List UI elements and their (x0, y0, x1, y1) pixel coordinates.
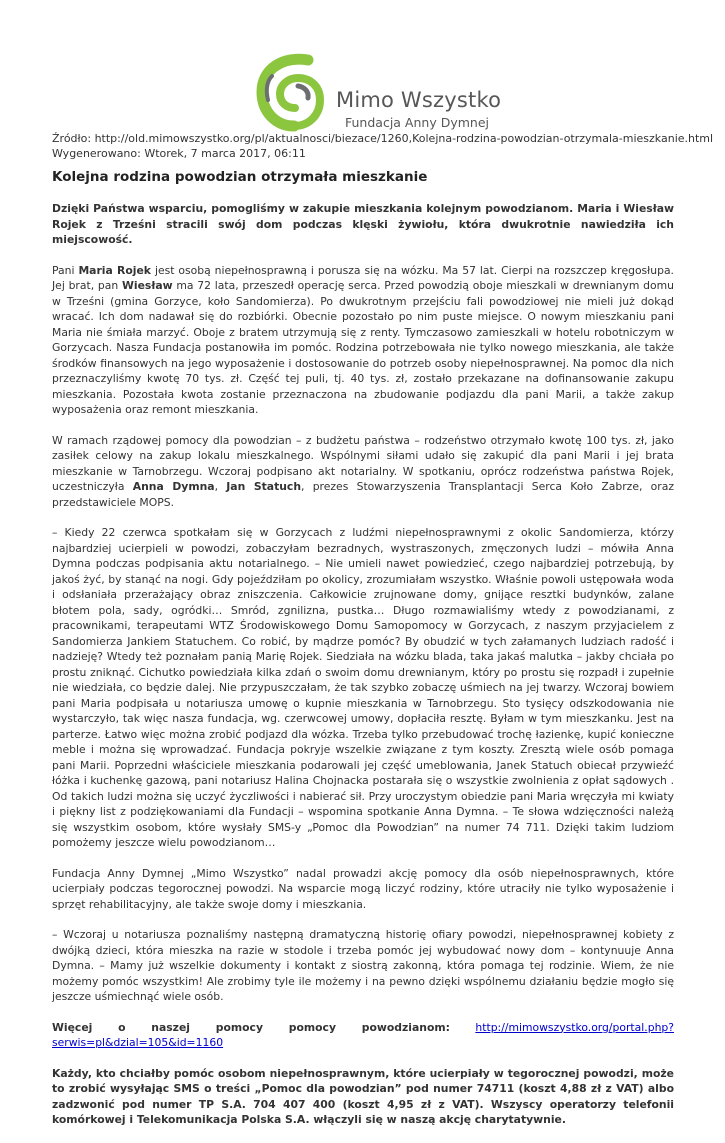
paragraph-5: – Wczoraj u notariusza poznaliśmy następną dramatyczną historię ofiary powodzi, niepełnosprawnej kobiety z dwójką dzieci, która mieszka na razie w stodole i trzeba pomóc jej wybudować nowy dom – kontynuuje Anna Dymna. – Mamy już wszelkie dokumenty i kontakt z siostrą zakonną, która pomaga tej rodzinie. Wiem, że nie możemy pomóc wszystkim! Ale zrobimy tyle ile możemy i na pewno dzięki wspólnemu działaniu będzie mogło się jeszcze uśmiechnąć wiele osób. (52, 928, 674, 1003)
name-wieslaw: Wiesław (121, 279, 173, 292)
foundation-logo (250, 52, 502, 132)
paragraph-2: W ramach rządowej pomocy dla powodzian – z budżetu państwa – rodzeństwo otrzymało kwotę 100 tys. zł, jako zasiłek celowy na zakup lokalu mieszkalnego. Wspólnymi siłami udało się zakupić dla pani Marii i jej brata mieszkanie w Tarnobrzegu. Wczoraj podpisano akt notarialny. W spotkaniu, oprócz rodzeństwa państwa Rojek, uczestniczyła Anna Dymna, Jan Statuch, prezes Stowarzyszenia Transplantacji Serca Koło Zabrze, oraz przedstawiciele MOPS. (52, 433, 674, 509)
more-info (52, 1020, 674, 1051)
article (52, 168, 674, 1143)
logo-subtitle: Fundacja Anny Dymnej (345, 115, 489, 130)
paragraph-3: – Kiedy 22 czerwca spotkałam się w Gorzycach z ludźmi niepełnosprawnymi z okolic Sandomierza, którzy najbardziej ucierpieli w powodzi, zobaczyłam bezradnych, wystraszonych, zmęczonych ludzi – mówiła Anna Dymna podczas podpisania aktu notarialnego. – Nie umieli nawet powiedzieć, czego najbardziej potrzebują, by jakoś żyć, by stanąć na nogi. Gdy pojeździłam po okolicy, zrozumiałam wszystko. Właśnie powoli ustępowała woda i odsłaniała przerażający obraz zniszczenia. Całkowicie zrujnowane domy, gnijące resztki budynków, zalane błotem pola, sady, ogródki… Smród, zgnilizna, pustka… Długo rozmawialiśmy wtedy z powodzianami, z pracownikami, terapeutami WTZ Środowiskowego Domu Samopomocy w Gorzycach, z naszym przyjacielem z Sandomierza Jankiem Statuchem. Co robić, by mądrze pomóc? By obudzić w tych załamanych ludziach radość i nadzieję? Wtedy też poznałam panią Marię Rojek. Siedziała na wózku blada, taka jakaś malutka – jakby chciała po prostu zniknąć. Cichutko powiedziała kilka zdań o swoim domu drewnianym, który po prostu się rozpadł i zupełnie nie wiedziała, co będzie dalej. Nie przypuszczałam, że tak szybko zobaczę uśmiech na jej twarzy. Wczoraj bowiem pani Maria podpisała u notariusza umowę o kupnie mieszkania w Tarnobrzegu. Sto tysięcy odszkodowania nie wystarczyło, tak więc nasza fundacja, wg. czerwcowej umowy, dopłaciła resztę. Byłam w tym mieszkanku. Jest na parterze. Łatwo więc można zrobić podjazd dla wózka. Trzeba tylko przebudować trochę łazienkę, kupić konieczne meble i można się wprowadzać. Fundacja pokryje wszelkie związane z tym koszty. Zresztą wiele osób pomaga pani Marii. Poprzedni właściciele mieszkania podarowali jej część umeblowania, Janek Statuch obiecał przywieźć łóżka i kuchenkę gazową, pani notariusz Halina Chojnacka postarała się o wszystkie zwolnienia z opłat sądowych . Od takich ludzi można się uczyć życzliwości i nabierać sił. Przy uroczystym obiedzie pani Maria wręczyła mi kwiaty i piękny list z podziękowaniami dla Fundacji – wspomina spotkanie Anna Dymna. – Te słowa wdzięczności należą się wszystkim osobom, które wysłały SMS-y „Pomoc dla Powodzian” na numer 74 711. Dzięki takim ludziom pomożemy jeszcze wielu powodzianom… (52, 526, 674, 849)
article-lead: Dzięki Państwa wsparciu, pomogliśmy w zakupie mieszkania kolejnym powodzianom. Maria i Wiesław Rojek z Trześni stracili swój dom podczas klęski żywiołu, która dwukrotnie nawiedziła ich miejscowość. (52, 202, 674, 246)
document-meta (52, 131, 714, 161)
paragraph-1: Pani Maria Rojek jest osobą niepełnosprawną i porusza się na wózku. Ma 57 lat. Cierpi na rozszczep kręgosłupa. Jej brat, pan Wiesław ma 72 lata, przeszedł operację serca. Przed powodzią oboje mieszkali w drewnianym domu w Trześni (gmina Gorzyce, koło Sandomierza). Po dwukrotnym przejściu fali powodziowej nie mieli już dokąd wracać. Ich dom nadawał się do rozbiórki. Obecnie pozostało po nim puste miejsce. O nowym mieszkaniu pani Maria nie śmiała marzyć. Oboje z bratem utrzymują się z renty. Tymczasowo zamieszkali w hotelu robotniczym w Gorzycach. Nasza Fundacja postanowiła im pomóc. Rodzina potrzebowała nie tylko nowego mieszkania, ale także środków finansowych na jego wyposażenie i dostosowanie do potrzeb osoby niepełnosprawnej. Na pomoc dla nich przeznaczyliśmy kwotę 70 tys. zł. Część tej puli, tj. 40 tys. zł, zostało przekazane na dofinansowanie zakupu mieszkania. Pozostała kwota zostanie przeznaczona na zbudowanie podjazdu dla pani Marii, a także zakup wyposażenia oraz remont mieszkania. (52, 263, 675, 416)
name-anna-dymna: Anna Dymna (132, 480, 215, 493)
closing-paragraph: Każdy, kto chciałby pomóc osobom niepełnosprawnym, które ucierpiały w tegorocznej powodzi, może to zrobić wysyłając SMS o treści „Pomoc dla powodzian” pod numer 74711 (koszt 4,88 zł z VAT) albo zadzwonić pod numer TP S.A. 704 407 400 (koszt 4,95 zł z VAT). Wszyscy operatorzy telefonii komórkowej i Telekomunikacja Polska S.A. włączyli się w naszą akcję charytatywnie. (52, 1066, 674, 1126)
source-line: Źródło: http://old.mimowszystko.org/pl/aktualnosci/biezace/1260,Kolejna-rodzina-powodzian-otrzymala-mieszkanie.html (52, 132, 714, 145)
spiral-logo-icon (250, 52, 330, 132)
name-jan-statuch: Jan Statuch (226, 480, 301, 493)
generated-line: Wygenerowano: Wtorek, 7 marca 2017, 06:11 (52, 147, 306, 160)
more-info-link[interactable]: http://mimowszystko.org/portal.php?serwis=pl&dzial=105&id=1160 (52, 1020, 674, 1049)
article-title: Kolejna rodzina powodzian otrzymała mieszkanie (52, 169, 428, 185)
name-maria-rojek: Maria Rojek (78, 263, 151, 277)
more-info-label: Więcej o naszej pomocy pomocy powodzianom: (52, 1020, 450, 1034)
logo-title: Mimo Wszystko (336, 88, 502, 112)
paragraph-4: Fundacja Anny Dymnej „Mimo Wszystko” nadal prowadzi akcję pomocy dla osób niepełnosprawnych, które ucierpiały podczas tegorocznej powodzi. Na wsparcie mogą liczyć rodziny, które utraciły nie tylko wyposażenie i sprzęt rehabilitacyjny, ale także swoje domy i mieszkania. (52, 866, 674, 911)
